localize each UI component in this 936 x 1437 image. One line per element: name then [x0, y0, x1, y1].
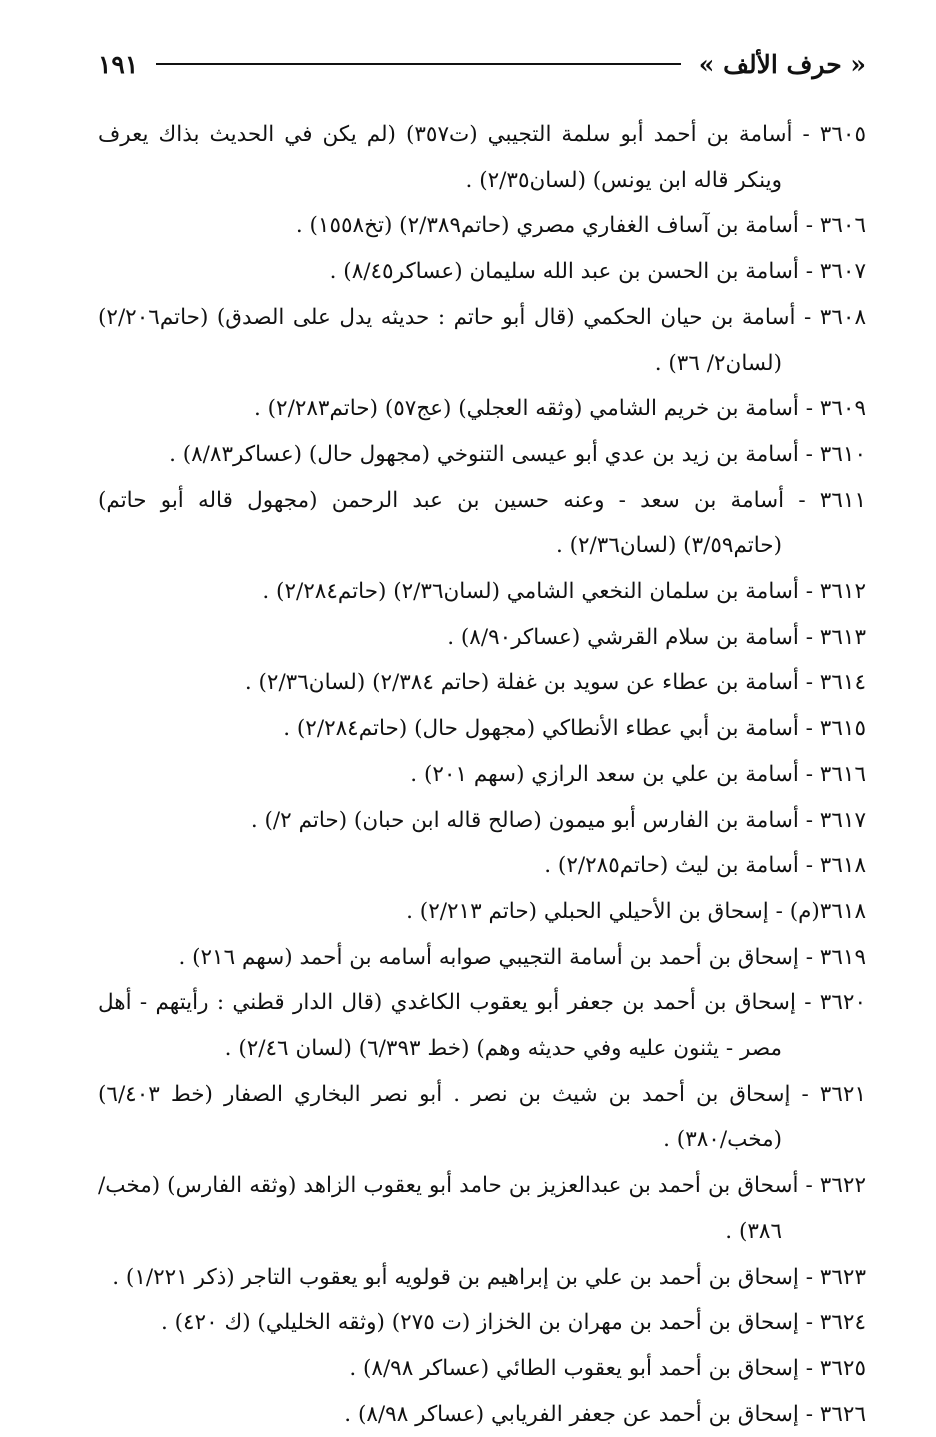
entry-3624: ٣٦٢٤ - إسحاق بن أحمد بن مهران بن الخزاز (ت ٢٧٥) (وثقه الخليلي) (ك ٤٢٠) . — [160, 1310, 866, 1336]
entry-list — [98, 112, 866, 1437]
entry-3625: ٣٦٢٥ - إسحاق بن أحمد أبو يعقوب الطائي (عساكر ٨/٩٨) . — [349, 1355, 866, 1381]
entry-3621: ٣٦٢١ - إسحاق بن أحمد بن شيث بن نصر . أبو نصر البخاري الصفار (خط ٦/٤٠٣) (مخب/٣٨٠) . — [98, 1081, 866, 1153]
entry-3615: ٣٦١٥ - أسامة بن أبي عطاء الأنطاكي (مجهول حال) (حاتم٢/٢٨٤) . — [283, 716, 866, 742]
entry-3617: ٣٦١٧ - أسامة بن الفارس أبو ميمون (صالح قاله ابن حبان) (حاتم ٢/) . — [250, 807, 866, 833]
entry-3612: ٣٦١٢ - أسامة بن سلمان النخعي الشامي (لسان٢/٣٦) (حاتم٢/٢٨٤) . — [262, 579, 866, 605]
entry-3622: ٣٦٢٢ - أسحاق بن أحمد بن عبدالعزيز بن حامد أبو يعقوب الزاهد (وثقه الفارس) (مخب/٣٨٦) . — [98, 1173, 866, 1244]
entry-3620: ٣٦٢٠ - إسحاق بن أحمد بن جعفر أبو يعقوب الكاغدي (قال الدار قطني : رأيتهم - أهل مصر - يثنون عليه وفي حديثه وهم) (خط ٦/٣٩٣) (لسان ٢/٤٦) . — [98, 990, 866, 1062]
entry-3606: ٣٦٠٦ - أسامة بن آساف الغفاري مصري (حاتم٢/٣٨٩) (تخ١٥٥٨) . — [295, 213, 866, 239]
entry-3611: ٣٦١١ - أسامة بن سعد - وعنه حسين بن عبد الرحمن (مجهول قاله أبو حاتم) (حاتم٣/٥٩) (لسان٢/٣٦) . — [98, 487, 866, 559]
page-header — [98, 44, 866, 84]
entry-3618m: ٣٦١٨(م) - إسحاق بن الأحيلي الحبلي (حاتم ٢/٢١٣) . — [406, 898, 866, 924]
entry-3607: ٣٦٠٧ - أسامة بن الحسن بن عبد الله سليمان (عساكر٨/٤٥) . — [329, 259, 866, 285]
entry-3619: ٣٦١٩ - إسحاق بن أحمد بن أسامة التجيبي صوابه أسامه بن أحمد (سهم ٢١٦) . — [178, 944, 866, 970]
entry-3613: ٣٦١٣ - أسامة بن سلام القرشي (عساكر٨/٩٠) . — [447, 624, 866, 650]
entry-3614: ٣٦١٤ - أسامة بن عطاء عن سويد بن غفلة (حاتم ٢/٣٨٤) (لسان٢/٣٦) . — [244, 670, 866, 696]
entry-3623: ٣٦٢٣ - إسحاق بن أحمد بن علي بن إبراهيم بن قولويه أبو يعقوب التاجر (ذكر ١/٢٢١) . — [112, 1264, 866, 1290]
entry-3610: ٣٦١٠ - أسامة بن زيد بن عدي أبو عيسى التنوخي (مجهول حال) (عساكر٨/٨٣) . — [169, 441, 866, 467]
entry-3618: ٣٦١٨ - أسامة بن ليث (حاتم٢/٢٨٥) . — [544, 853, 866, 879]
entry-3609: ٣٦٠٩ - أسامة بن خريم الشامي (وثقه العجلي) (عج٥٧) (حاتم٢/٢٨٣) . — [253, 396, 866, 422]
header-divider — [156, 63, 680, 65]
section-title: « حرف الألف » — [698, 49, 866, 79]
entry-3616: ٣٦١٦ - أسامة بن علي بن سعد الرازي (سهم ٢٠١) . — [410, 761, 866, 787]
entry-3605: ٣٦٠٥ - أسامة بن أحمد أبو سلمة التجيبي (ت٣٥٧) (لم يكن في الحديث بذاك يعرف وينكر قاله ابن يونس) (لسان٢/٣٥) . — [98, 122, 866, 193]
page-number: ١٩١ — [98, 49, 139, 79]
entry-3626: ٣٦٢٦ - إسحاق بن أحمد عن جعفر الفريابي (عساكر ٨/٩٨) . — [344, 1401, 866, 1427]
entry-3608: ٣٦٠٨ - أسامة بن حيان الحكمي (قال أبو حاتم : حديثه يدل على الصدق) (حاتم٢/٢٠٦) (لسان٢/ ٣٦) . — [98, 304, 866, 376]
